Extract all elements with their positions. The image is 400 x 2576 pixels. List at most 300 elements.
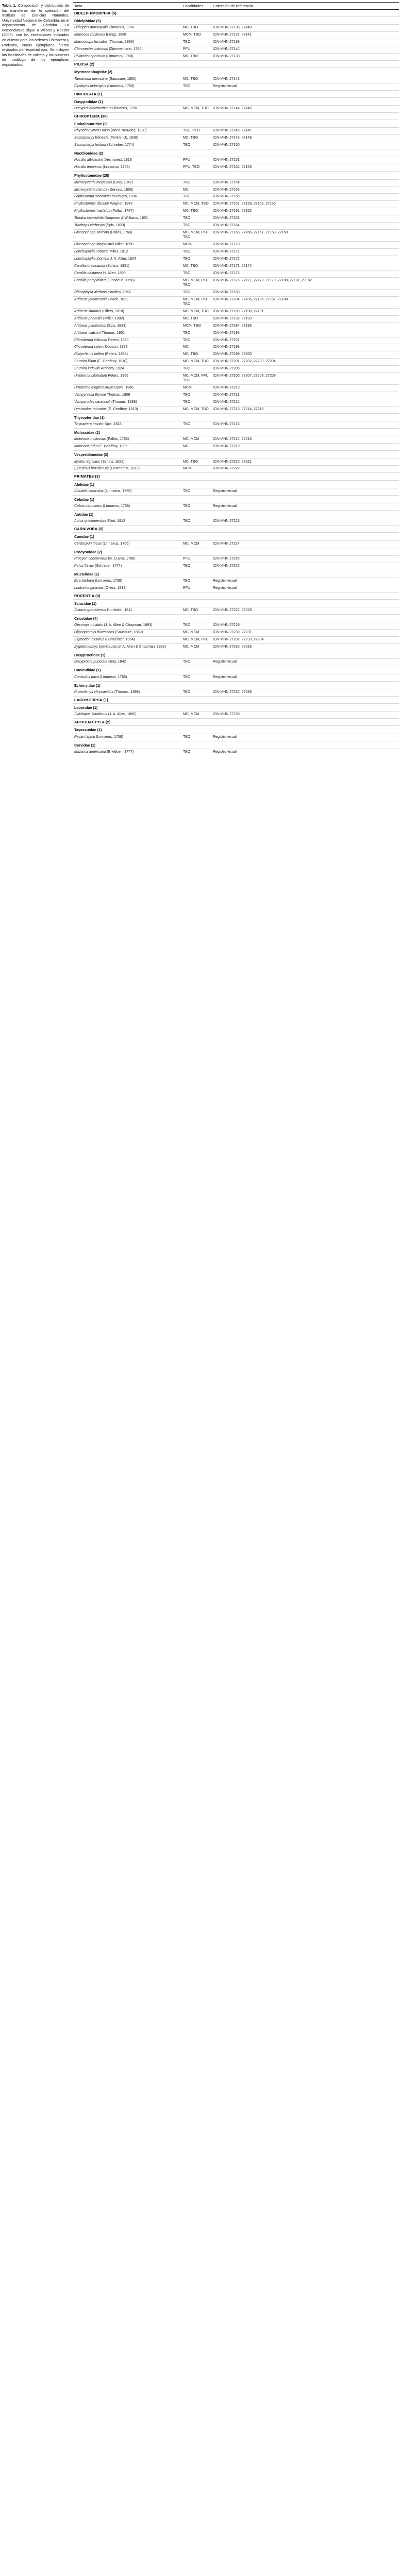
species-cell: [73, 277, 181, 289]
species-row: [73, 734, 399, 741]
species-cell: [73, 242, 181, 249]
species-row: [73, 459, 399, 466]
order-name: CHIROPTERA (38): [73, 112, 399, 120]
collection-cell: ICN-MHN 27232, 27233, 27234: [211, 637, 399, 644]
species-author: (Schinz, 1821): [101, 460, 125, 464]
collection-cell: Registro visual: [211, 488, 399, 495]
species-name: Thyroptera tricolor: [74, 422, 104, 427]
order-row: [73, 473, 399, 480]
species-author: (Linnaeus, 1758): [106, 55, 134, 59]
species-table: [73, 2, 399, 756]
family-row: [73, 548, 399, 555]
order-row: [73, 696, 399, 703]
locality-cell: MC, TBO: [181, 459, 211, 466]
species-row: [73, 337, 399, 344]
species-row: [73, 308, 399, 315]
species-author: Anthony, 1924: [101, 367, 124, 371]
species-cell: [73, 105, 181, 112]
species-cell: [73, 249, 181, 256]
species-name: Oecomys trinitatis: [74, 623, 103, 628]
family-name: Echimyidae (1): [73, 681, 399, 689]
species-cell: [73, 406, 181, 414]
species-author: Linnaeus, 1758: [112, 106, 137, 110]
family-name: Noctilionidae (2): [73, 149, 399, 157]
family-name: Dasypodidae (1): [73, 97, 399, 105]
order-name: CARNIVORA (5): [73, 526, 399, 533]
species-row: [73, 277, 399, 289]
collection-cell: ICN-MHN 27206, 27207, 27208, 27209: [211, 373, 399, 385]
locality-cell: MC, MCM: [181, 436, 211, 444]
species-cell: [73, 359, 181, 366]
locality-cell: MCM, TBO: [181, 32, 211, 39]
species-name: Micronycteris megalotis: [74, 180, 112, 184]
species-name: Vampyressa thyone: [74, 393, 106, 397]
table-header: [73, 3, 399, 10]
species-author: Dobson, 1878: [105, 345, 128, 349]
collection-cell: ICN-MHN 27205: [211, 366, 399, 373]
species-cell: [73, 466, 181, 473]
species-cell: [73, 444, 181, 451]
species-row: [73, 366, 399, 373]
family-row: [73, 172, 399, 179]
collection-cell: ICN-MHN 27199, 27200: [211, 351, 399, 359]
collection-cell: ICN-MHN 27170: [211, 242, 399, 249]
species-row: [73, 249, 399, 256]
species-author: Thomas, 1901: [102, 331, 125, 335]
species-author: (Saussure, 1860): [115, 631, 143, 635]
species-author: (Linnaeus, 1758): [107, 278, 135, 282]
species-name: Glossophaga longirostris: [74, 243, 114, 247]
species-name: Artibeus lituratus: [74, 309, 102, 313]
species-author: (J. A. Allen & Chapman, 1893): [104, 623, 153, 628]
collection-cell: ICN-MHN 27136, 27140: [211, 25, 399, 32]
species-name: Myotis nigricans: [74, 460, 101, 464]
collection-cell: ICN-MHN 27229: [211, 622, 399, 630]
species-name: Vampyrodes caraccioli: [74, 400, 111, 404]
species-row: [73, 466, 399, 473]
locality-cell: TBO: [181, 179, 211, 187]
species-cell: [73, 289, 181, 296]
locality-cell: PFU: [181, 46, 211, 54]
species-name: Uroderma bilobatum: [74, 374, 107, 378]
species-cell: [73, 215, 181, 223]
order-row: [73, 719, 399, 726]
species-row: [73, 223, 399, 230]
species-row: [73, 540, 399, 548]
species-name: Sturnira ludovici: [74, 367, 100, 371]
species-author: (G. Cuvier, 1798): [108, 556, 136, 561]
species-name: Chiroderma salvini: [74, 345, 104, 349]
species-author: (É. Geoffroy, 1810): [97, 360, 128, 364]
species-row: [73, 711, 399, 719]
collection-cell: ICN-MHN 27138: [211, 54, 399, 61]
family-row: [73, 726, 399, 734]
family-row: [73, 666, 399, 674]
species-row: [73, 689, 399, 696]
collection-cell: ICN-MHN 27172: [211, 256, 399, 263]
family-name: Molossidae (2): [73, 429, 399, 436]
species-name: Cerdocyon thous: [74, 541, 102, 546]
species-author: Bangs, 1898: [106, 33, 126, 37]
species-name: Eira barbara: [74, 579, 94, 583]
family-row: [73, 510, 399, 518]
species-author: (Erxleben, 1777): [107, 750, 134, 754]
species-row: [73, 315, 399, 323]
collection-cell: ICN-MHN 27146, 27147: [211, 128, 399, 135]
species-author: (Desmarest, 1819): [109, 467, 140, 471]
locality-cell: MC, MCM, PFU, TBO: [181, 277, 211, 289]
species-author: (Thomas, 1889): [111, 400, 137, 404]
species-author: (Spix, 1823): [107, 324, 127, 328]
species-name: Molossus molossus: [74, 437, 106, 442]
species-row: [73, 351, 399, 359]
collection-cell: ICN-MHN 27196: [211, 330, 399, 337]
collection-cell: ICN-MHN 27157, 27158, 27159, 27160: [211, 201, 399, 208]
collection-cell: ICN-MHN 27194, 27195: [211, 323, 399, 330]
species-name: Noctilio leporinus: [74, 165, 102, 170]
collection-cell: Registro visual: [211, 659, 399, 666]
species-row: [73, 585, 399, 592]
species-author: (Pallas, 1766): [107, 437, 129, 442]
species-cell: [73, 399, 181, 406]
species-name: Potos flavus: [74, 564, 94, 568]
species-row: [73, 194, 399, 201]
collection-cell: ICN-MHN 27156: [211, 194, 399, 201]
species-row: [73, 142, 399, 149]
species-name: Dasyprocta punctata: [74, 660, 108, 664]
collection-cell: ICN-MHN 27230, 27231: [211, 630, 399, 637]
species-author: (J. A. Allen, 1890): [108, 713, 137, 717]
species-author: (Schreber, 1774): [107, 143, 134, 147]
species-author: (Linnaeus, 1766): [99, 675, 127, 679]
family-row: [73, 570, 399, 578]
family-name: Phyllostomidae (28): [73, 172, 399, 179]
collection-cell: ICN-MHN 27137, 27141: [211, 32, 399, 39]
locality-cell: TBO: [181, 330, 211, 337]
species-cell: [73, 578, 181, 585]
locality-cell: MC, MCM: [181, 540, 211, 548]
species-table-wrapper: [73, 2, 399, 756]
family-name: Atelidae (1): [73, 480, 399, 488]
species-cell: [73, 46, 181, 54]
species-author: (Thomas, 1898): [114, 690, 140, 694]
locality-cell: MCM, TBO: [181, 323, 211, 330]
species-name: Artibeus watsoni: [74, 331, 101, 335]
species-row: [73, 105, 399, 112]
species-author: (Temminck, 1838): [109, 136, 139, 140]
collection-cell: ICN-MHN 27198: [211, 344, 399, 351]
species-author: (Gray, 1842): [113, 180, 133, 184]
species-cell: [73, 296, 181, 308]
locality-cell: TBO: [181, 518, 211, 526]
species-author: Miller, 1898: [115, 243, 134, 247]
locality-cell: TBO: [181, 749, 211, 755]
family-row: [73, 97, 399, 105]
species-author: (J. A. Allen & Chapman, 1893): [118, 645, 166, 649]
species-name: Cebus capucinus: [74, 504, 102, 509]
species-row: [73, 256, 399, 263]
species-cell: [73, 711, 181, 719]
locality-cell: MC, TBO: [181, 351, 211, 359]
species-cell: [73, 563, 181, 570]
collection-cell: ICN-MHN 27163: [211, 215, 399, 223]
collection-cell: ICN-MHN 27161, 27162: [211, 208, 399, 215]
species-cell: [73, 270, 181, 277]
species-row: [73, 555, 399, 563]
family-row: [73, 703, 399, 711]
species-name: Noctilio albiventris: [74, 158, 104, 162]
species-cell: [73, 555, 181, 563]
species-cell: [73, 76, 181, 83]
species-author: Koopman & Williams, 1951: [104, 216, 148, 221]
family-name: Cebidae (1): [73, 495, 399, 503]
collection-cell: ICN-MHN 27223: [211, 518, 399, 526]
species-cell: [73, 436, 181, 444]
species-row: [73, 323, 399, 330]
species-row: [73, 578, 399, 585]
table-body: [73, 10, 399, 756]
collection-cell: Registro visual: [211, 734, 399, 741]
species-author: (Zimmermann, 1780): [109, 47, 143, 52]
locality-cell: TBO: [181, 83, 211, 90]
locality-cell: MC, MCM, TBO: [181, 406, 211, 414]
family-name: Vespertilionidae (2): [73, 451, 399, 459]
species-row: [73, 330, 399, 337]
species-author: Miller, 1912: [109, 250, 128, 254]
species-row: [73, 644, 399, 651]
species-name: Rhinophylla alethina: [74, 290, 107, 294]
collection-cell: ICN-MHN 27219: [211, 444, 399, 451]
order-row: [73, 526, 399, 533]
collection-cell: ICN-MHN 27175: [211, 270, 399, 277]
species-author: (Linnaeus, 1758): [107, 84, 135, 88]
locality-cell: TBO: [181, 194, 211, 201]
species-name: Mazama americana: [74, 750, 106, 754]
species-cell: [73, 315, 181, 323]
collection-cell: ICN-MHN 27225: [211, 555, 399, 563]
family-name: Cuniculidae (1): [73, 666, 399, 674]
species-row: [73, 230, 399, 242]
species-row: [73, 406, 399, 414]
species-row: [73, 164, 399, 172]
species-row: [73, 421, 399, 429]
species-author: Leach, 1821: [108, 297, 128, 301]
species-row: [73, 157, 399, 164]
species-name: Lonchophylla robusta: [74, 250, 109, 254]
family-name: Aotidae (1): [73, 510, 399, 518]
species-row: [73, 187, 399, 194]
species-row: [73, 488, 399, 495]
species-cell: [73, 142, 181, 149]
locality-cell: TBO: [181, 392, 211, 399]
species-row: [73, 344, 399, 351]
species-row: [73, 444, 399, 451]
species-cell: [73, 201, 181, 208]
species-cell: [73, 330, 181, 337]
family-row: [73, 120, 399, 128]
species-cell: [73, 351, 181, 359]
collection-cell: Registro visual: [211, 83, 399, 90]
locality-cell: TBO: [181, 249, 211, 256]
locality-cell: MC: [181, 344, 211, 351]
collection-cell: ICN-MHN 27222: [211, 466, 399, 473]
species-row: [73, 518, 399, 526]
locality-cell: TBO, PFU: [181, 128, 211, 135]
family-row: [73, 651, 399, 659]
species-cell: [73, 256, 181, 263]
family-row: [73, 413, 399, 421]
collection-cell: ICN-MHN 27201, 27202, 27203, 27204: [211, 359, 399, 366]
species-name: Dasypus novemcinctus: [74, 106, 111, 110]
caption-text: Composición y distribución de los mamíferos de la colección del Instituto de Ciencias Naturales, Universidad Nacional de Colombia, en el departamento de Córdoba. La nomenclatura sigue a Wilson y Reeder (2005), con las excepciones indicadas en el texto para los órdenes Chiroptera y Rodentia, cuyos ejemplares fueron revisados por especialistas. Se incluyen las localidades de colecta y los números de catálogo de los ejemplares depositados.: [2, 3, 70, 67]
collection-cell: ICN-MHN 27192, 27193: [211, 315, 399, 323]
species-author: (Linnaeus, 1758): [95, 579, 123, 583]
species-name: Philander opossum: [74, 55, 105, 59]
species-row: [73, 637, 399, 644]
order-name: LAGOMORPHA (1): [73, 696, 399, 703]
species-name: Carollia perspicillata: [74, 278, 107, 282]
species-cell: [73, 644, 181, 651]
species-name: Carollia castanea: [74, 271, 103, 275]
species-author: Desmarest, 1818: [104, 158, 132, 162]
species-cell: [73, 459, 181, 466]
species-row: [73, 289, 399, 296]
species-cell: [73, 308, 181, 315]
family-row: [73, 600, 399, 607]
species-author: Handley, 1966: [108, 290, 131, 294]
collection-cell: ICN-MHN 27164: [211, 223, 399, 230]
species-author: Linnaeus, 1758: [109, 26, 134, 30]
order-row: [73, 592, 399, 599]
locality-cell: TBO: [181, 223, 211, 230]
species-name: Saccopteryx leptura: [74, 143, 106, 147]
species-row: [73, 373, 399, 385]
species-name: Phyllostomus discolor: [74, 202, 109, 206]
species-cell: [73, 749, 181, 755]
collection-cell: ICN-MHN 27155: [211, 187, 399, 194]
species-row: [73, 135, 399, 142]
species-cell: [73, 637, 181, 644]
species-row: [73, 749, 399, 755]
collection-cell: ICN-MHN 27217, 27218: [211, 436, 399, 444]
locality-cell: MC, MCM: [181, 630, 211, 637]
species-author: (Peters, 1866): [105, 352, 128, 357]
locality-cell: MC, TBO: [181, 25, 211, 32]
species-name: Uroderma magnirostrum: [74, 386, 113, 390]
species-row: [73, 242, 399, 249]
species-cell: [73, 83, 181, 90]
locality-cell: TBO: [181, 674, 211, 681]
species-name: Molossus rufus: [74, 445, 99, 449]
species-name: Desmodus rotundus: [74, 408, 107, 412]
species-cell: [73, 734, 181, 741]
species-cell: [73, 39, 181, 46]
family-name: Leporidae (1): [73, 703, 399, 711]
locality-cell: TBO: [181, 563, 211, 570]
family-name: Tayassuidae (1): [73, 726, 399, 734]
species-author: d'Orbigny, 1836: [111, 195, 137, 199]
collection-cell: ICN-MHN 27184, 27185, 27186, 27187, 27188: [211, 296, 399, 308]
species-cell: [73, 421, 181, 429]
species-cell: [73, 488, 181, 495]
species-author: (Miller, 1902): [103, 316, 124, 320]
collection-cell: ICN-MHN 27220, 27221: [211, 459, 399, 466]
species-row: [73, 659, 399, 666]
collection-cell: ICN-MHN 27143: [211, 76, 399, 83]
family-name: Procyonidae (2): [73, 548, 399, 555]
locality-cell: MC, MCM, TBO: [181, 201, 211, 208]
locality-cell: MC, MCM, PFU, TBO: [181, 373, 211, 385]
collection-cell: ICN-MHN 27210: [211, 385, 399, 392]
species-name: Lontra longicaudis: [74, 586, 104, 590]
collection-cell: ICN-MHN 27154: [211, 179, 399, 187]
locality-cell: TBO: [181, 503, 211, 511]
collection-cell: Registro visual: [211, 585, 399, 592]
species-name: Sciurus granatensis: [74, 608, 106, 613]
species-cell: [73, 366, 181, 373]
collection-cell: Registro visual: [211, 674, 399, 681]
species-row: [73, 270, 399, 277]
collection-cell: ICN-MHN 27226: [211, 563, 399, 570]
species-author: (Wied-Neuwied, 1820): [110, 129, 147, 133]
species-name: Phyllostomus hastatus: [74, 209, 111, 213]
species-author: (Schinz, 1821): [106, 264, 130, 268]
header-collection: Colección de referencia: [211, 3, 399, 10]
species-author: (Burmeister, 1854): [105, 638, 135, 642]
family-name: Didelphidae (5): [73, 17, 399, 25]
species-author: (Linnaeus, 1766): [104, 489, 132, 493]
collection-cell: ICN-MHN 27152, 27153: [211, 164, 399, 172]
order-row: [73, 112, 399, 120]
collection-cell: Registro visual: [211, 749, 399, 755]
species-author: (Pallas, 1766): [110, 231, 132, 235]
species-name: Glossophaga soricina: [74, 231, 109, 235]
family-row: [73, 149, 399, 157]
collection-cell: ICN-MHN 27139: [211, 39, 399, 46]
species-row: [73, 359, 399, 366]
species-author: (Linnaeus, 1758): [103, 504, 130, 509]
species-name: Sigmodon hirsutus: [74, 638, 104, 642]
header-taxon: Taxa: [73, 3, 181, 10]
species-author: (Schreber, 1774): [95, 564, 122, 568]
species-row: [73, 263, 399, 270]
species-name: Marmosops fuscatus: [74, 40, 108, 44]
locality-cell: MC, TBO: [181, 208, 211, 215]
species-name: Pecari tajacu: [74, 735, 95, 739]
species-author: É. Geoffroy, 1805: [99, 445, 128, 449]
locality-cell: PFU: [181, 157, 211, 164]
species-author: (É. Geoffroy, 1810): [107, 408, 138, 412]
locality-cell: MC, MCM, PFU, TBO: [181, 230, 211, 242]
species-name: Proechimys chrysaeolus: [74, 690, 113, 694]
species-cell: [73, 135, 181, 142]
collection-cell: ICN-MHN 27144, 27145: [211, 105, 399, 112]
locality-cell: TBO: [181, 622, 211, 630]
caption-label: Tabla 1.: [2, 3, 16, 8]
species-name: Lonchophylla thomasi: [74, 257, 109, 261]
species-author: Wagner, 1843: [110, 202, 132, 206]
collection-cell: ICN-MHN 27176, 27177, 27178, 27179, 27180, 27181, 27182: [211, 277, 399, 289]
family-row: [73, 451, 399, 459]
species-row: [73, 128, 399, 135]
species-name: Sturnira lilium: [74, 360, 96, 364]
species-row: [73, 399, 399, 406]
locality-cell: TBO: [181, 270, 211, 277]
species-row: [73, 385, 399, 392]
species-row: [73, 83, 399, 90]
species-author: (Gervais, 1856): [108, 188, 134, 192]
family-row: [73, 68, 399, 76]
